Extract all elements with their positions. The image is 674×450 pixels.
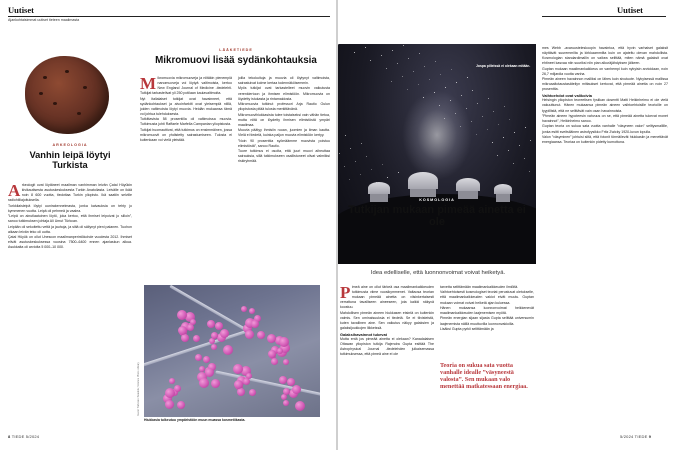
- pull-quote: Teoria on sukua sata vuotta vanhalle idealle ”väsyneestä valosta”. Sen mukaan valo menettää matkatessaan energiaa.: [440, 362, 528, 390]
- paragraph: Muovia päätyy ihmisiin ruoan, juomien ja ilman kautta. Vielä ei tiedetä, kuinka paljon muovia elimistöön kertyy.: [238, 128, 330, 138]
- microplastic-photo-caption: Hiukkasia tulkeutuu ympäristöön muun muassa kosmetiikasta.: [144, 418, 246, 422]
- bacteria-cell: [237, 388, 245, 396]
- bacteria-cell: [223, 345, 233, 355]
- star: [451, 69, 452, 70]
- paragraph: Tutkijat huomauttivat, että tutkimus on ensimmäinen, jossa mikromuovit on yhdistetty sairastumiseen. Tulosta ei kuitenkaan voi vielä yleistää.: [140, 127, 232, 142]
- star: [419, 53, 420, 54]
- bacteria-cell: [241, 306, 247, 312]
- page-number-right: 9: [648, 434, 652, 439]
- bacteria-cell: [187, 324, 194, 331]
- bacteria-cell: [174, 385, 181, 392]
- bacteria-cell: [165, 400, 174, 409]
- paragraph: Lisäksi Gupta pyrkii selittämään ja: [440, 326, 494, 331]
- bacteria-cell: [271, 358, 278, 365]
- left-page: [0, 0, 336, 450]
- paragraph: Pimeän energian sijaan sijasta Gupta selittää universumin laajenemista näillä muuttuvilla luonnonvakioilla.: [440, 316, 534, 326]
- folio-right: [620, 434, 651, 439]
- star: [423, 97, 424, 98]
- paragraph: Tutkittavista 58 prosentilla oli valtimoissa muovia. Tutkimusta johti Raffaele Marfella Campanian yliopistosta.: [140, 117, 232, 127]
- bacteria-cell: [277, 348, 283, 354]
- bacteria-cell: [211, 379, 220, 388]
- paragraph: ”Leipä on ainutlaatuinen löytö, joka kertoo, että ihmiset leipoivat jo silloin”, sanoo tutkimuksen johtaja Ali Umut Türkcan.: [8, 214, 132, 224]
- star: [338, 44, 339, 45]
- star: [434, 92, 435, 93]
- article2-tag: LÄÄKETIEDE: [219, 48, 253, 52]
- paragraph: tarvetta selittämään maailmankaikkeuden ilmiöitä.: [440, 285, 519, 289]
- bacteria-cell: [249, 389, 256, 396]
- section-title-right: Uutiset: [617, 5, 643, 15]
- observatory-photo: [338, 44, 536, 264]
- observatory-dome: [408, 172, 438, 189]
- bacteria-cell: [207, 320, 215, 328]
- star: [477, 103, 478, 104]
- star: [504, 106, 505, 107]
- bacteria-cell: [195, 354, 202, 361]
- paragraph: joilla tekokuituja ja muovia oli löytynyt valtimoista, sairastuivat kolme kertaa todennäköisemmin.: [238, 76, 330, 86]
- photo-credit: Kuvat: Türkcan / Anadolu; Science Photo Library: [137, 362, 140, 416]
- star: [508, 150, 509, 151]
- cosmology-column-1: [340, 282, 434, 358]
- observatory-dome: [456, 178, 480, 191]
- star: [487, 129, 488, 130]
- paragraph: Nyt italialaiset tutkijat ovat havainneet, että sydänkohtaukset ja aivoinfarktit ovat yleisempiä niillä, joiden valtimoista löytyi muovia. Heidän mukaansa tämä voi johtua tulehduksesta.: [140, 96, 232, 116]
- issue-label-right: 5/2024 TIEDE: [620, 434, 648, 439]
- observatory-dome: [368, 182, 390, 194]
- bacteria-cell: [177, 401, 185, 409]
- cosmology-column-3: [542, 46, 668, 145]
- cosmology-tag: KOSMOLOGIA: [419, 198, 455, 202]
- star: [349, 179, 350, 180]
- section-subtitle: Ajankohtaisimmat uutiset tieteen maailmasta: [8, 18, 80, 22]
- article2-dropcap: M: [140, 73, 157, 93]
- star: [488, 98, 489, 99]
- bacteria-cell: [233, 364, 243, 374]
- star: [344, 166, 345, 167]
- star: [529, 171, 530, 172]
- star: [386, 68, 387, 69]
- star: [365, 47, 366, 48]
- article1-body: [8, 180, 132, 251]
- article2-column-2: [238, 76, 330, 165]
- star: [471, 121, 472, 122]
- bacteria-cell: [295, 401, 305, 411]
- star: [498, 124, 499, 125]
- observatory-photo-caption: Jospa pilleissä ei olekaan mitään.: [476, 64, 531, 68]
- bacteria-cell: [257, 331, 265, 339]
- star: [444, 118, 445, 119]
- cosmology-dropcap: P: [340, 282, 351, 302]
- paragraph: ikromuovia mikromuoveja ja niitäkin pienempiä nanomuoveja voi löytyä valtimoista, kertoo New England Journal of Medicine -tiedelehti. Tutkijat tarkastelivat yli 250 potilaan kaulavaltimoita.: [140, 76, 232, 96]
- paragraph: Tuore tutkimus ei osoita, että juuri muovi aiheuttaa sairauksia, sillä tutkimukseen osallistuneet olivat valmiiksi riskiryhmää.: [238, 149, 330, 164]
- cosmology-headline: Tutkijan mukaan pimeää ainetta ei ole: [348, 204, 526, 228]
- star: [361, 143, 362, 144]
- paragraph: imeä aine on ollut tärkeä osa maailmankaikkeuden tutkimusta viime vuosikymmenet. Valtaosa teorian mukaan pimeää ainetta on viisinkertaisesti verrattuna tavalliseen aineeseen, jota kaikki näkyvä koostuu.: [340, 285, 434, 310]
- bacteria-cell: [268, 350, 276, 358]
- cosmology-deck: Idea edelliselle, että luonnonvoimat voivat heiketyä.: [370, 270, 506, 276]
- bacteria-cell: [178, 326, 187, 335]
- paragraph: Myös tutkijat ovat tarkastelleet muovin vaikutusta verenkiertoon ja ihmisen elimistöön. Mikromuovia on löydetty istukasta ja rintamaidosta.: [238, 86, 330, 101]
- bacteria-cell: [193, 335, 200, 342]
- star: [493, 111, 494, 112]
- paragraph: Mutta entä jos pimeää ainetta ei olekaan? Kanadalaisen Ottawan yliopiston tutkija Rajendra Gupta esittää The Astrophysical Journal -tiedelehden julkaisemassa tutkimuksessa, että pimeä aine ei ole: [340, 337, 434, 357]
- bacteria-cell: [267, 334, 276, 343]
- bread-photo: [25, 56, 109, 134]
- star: [429, 79, 430, 80]
- star: [503, 137, 504, 138]
- paragraph: Helsingin yliopiston teoreetisen fysiikan dosentti Matti Heikinheimo ei ole vielä vakuuttunut. Hänen mukaansa pimeän aineen vaihtoehtoisille teorioille on tyypillistä, että ne selittävät vain osan havainnoista.: [542, 98, 668, 113]
- cosmology-column-2: [440, 285, 534, 332]
- star: [371, 169, 372, 170]
- bacteria-cell: [292, 385, 301, 394]
- bacteria-cell: [283, 359, 289, 365]
- star: [370, 60, 371, 61]
- star: [398, 172, 399, 173]
- star: [439, 105, 440, 106]
- star: [460, 126, 461, 127]
- bacteria-cell: [205, 368, 214, 377]
- cosmology-header: [344, 198, 530, 229]
- observatory-dome: [494, 184, 512, 194]
- star: [413, 71, 414, 72]
- paragraph: Guptan teoria on sukua sata vuotta vanhalle ”väsyneen valon” selitysmallille, jonka esitti sveitsiläinen astrofyysikko Fritz Zwicky 1920-luvun lopulla.: [542, 124, 668, 134]
- article2-headline: Mikromuovi lisää sydänkohtauksia: [155, 55, 317, 67]
- paragraph: Leipään oli sekoitettu vettä ja jauhoja, ja siitä oli säilynyt pieni palanen. Tuohon aikaan leivän teko oli uutta.: [8, 224, 132, 234]
- bacteria-cell: [279, 337, 289, 347]
- paragraph: Mikromuovihiukkasista tulee toistaiseksi vain vähän tietoa, mutta niitä on löydetty ihmisen elimistöstä ympäri maailmaa.: [238, 112, 330, 127]
- star: [519, 145, 520, 146]
- paragraph: Turkkilaisleipä löytyi uunirakennelmasta, jonka kaivauksia on tehty jo kymmenen vuotta. Leipä oli pehmeä ja vaalea.: [8, 203, 132, 213]
- paragraph: Vaihtoehtoisesti kosmologiset teoriat perustuvat oletukselle, että maailmankaikkeuden vakiot eivät muutu. Guptan mukaan voimat voivat heiketä ajan kuluessa.: [440, 290, 534, 305]
- star: [387, 177, 388, 178]
- star: [397, 63, 398, 64]
- star: [525, 127, 526, 128]
- paragraph: Guptan mukaan maailmankaikkeus on vanhempi kuin nykyisin arvioidaan, noin 26,7 miljardia vuotta vanha.: [542, 66, 668, 76]
- paragraph: Mahdollisen pimeän aineen hiukkasen etsintä on kuitenkin valmis. Sen ominaisuuksia ei tiedetä. Se ei tiivisteistä, kuten tavallinen aine. Sen vaikutus näkyy galaksien ja galaksijoukkojen liikkeissä.: [340, 310, 434, 330]
- article2-column-1: [140, 73, 232, 143]
- star: [407, 89, 408, 90]
- star: [472, 90, 473, 91]
- star: [455, 113, 456, 114]
- article1-header: [12, 143, 128, 170]
- star: [461, 95, 462, 96]
- bacteria-cell: [211, 344, 217, 350]
- article1-tag: ARKEOLOGIA: [52, 143, 88, 147]
- paragraph: Pimeän aineen havainnon malliksi on lähes kuin sivutuote. Nykyisessä mallissa mikroaaltotaustasäteilyn mittaukset kertovat, että pimeää ainetta on noin 27 prosenttia.: [542, 77, 668, 92]
- article1-headline: Vanhin leipä löytyi Turkista: [29, 150, 111, 171]
- paragraph: mes Webb -avaruusteleskoopin havaintoa, että hyvin varhaiset galaksit näyttävät suuremmilta ja kirkkaammilta kuin on ajateltu olevan mahdollista. Kosmologian standardimallin on vaikea selittää, miten nämä galaksit ovat ehtineet kasvaa niin suuriksi niin pian alkuräjähdyksen jälkeen.: [542, 46, 668, 66]
- bacteria-cell: [245, 330, 254, 339]
- star: [403, 45, 404, 46]
- star: [513, 163, 514, 164]
- subheading: Galaksihavainnot tukevat: [340, 332, 387, 338]
- bacteria-cell: [243, 378, 250, 385]
- subheading: Vaihtoehdot ovat valikoivia: [542, 93, 592, 99]
- bacteria-cell: [199, 378, 209, 388]
- bacteria-cell: [249, 308, 255, 314]
- article2-header: [140, 48, 332, 67]
- folio-left: [8, 434, 39, 439]
- paragraph: Valon ”väsyminen” johtuisi siitä, että fotonit törmäilevät hiukkasiin ja menettävät energiaansa. Teoriaa on kuitenkin pidetty kumottuna.: [542, 134, 668, 144]
- star: [424, 66, 425, 67]
- article1-dropcap: A: [8, 180, 21, 200]
- star: [530, 140, 531, 141]
- star: [435, 61, 436, 62]
- issue-label-left: TIEDE 5/2024: [11, 434, 40, 439]
- bacteria-cell: [279, 376, 287, 384]
- star: [466, 108, 467, 109]
- paragraph: Çatal Hüyük on ollut Unescon maailmanperintökohde vuodesta 2012. Ihmiset elivät asutuskeskuksessa vuosina 7500–6400 ennen ajanlaskun alkua. Asukkaita oli arviolta 5 000–10 000.: [8, 235, 132, 250]
- paragraph: rkeologit ovat löytäneet maailman vanhimman leivän Çatal Hüyükin kivikautisesta asutuskeskuksesta Turkin Anatoliasta. Leivälle on ikää noin 8 600 vuotta, tiedottaa Turkin yliopisto. Ikä saatiin selville radiohiiliajoituksella.: [8, 183, 132, 203]
- star: [382, 164, 383, 165]
- star: [339, 153, 340, 154]
- paragraph: ”Pimeän aineen hypoteesin vahvuus on se, että pimeää ainetta tukevat monet havainnot”, Heikinheimo sanoo.: [542, 113, 668, 124]
- star: [381, 55, 382, 56]
- bacteria-cell: [283, 400, 289, 406]
- bacteria-cell: [251, 320, 259, 328]
- star: [408, 58, 409, 59]
- star: [509, 119, 510, 120]
- star: [482, 116, 483, 117]
- star: [345, 135, 346, 136]
- paragraph: Mikromuovia tutkinut professori Arja Rautio Oulun yliopistosta pitää tulosta merkittävänä.: [238, 102, 330, 112]
- star: [445, 87, 446, 88]
- observatory-building: [410, 189, 436, 197]
- star: [391, 81, 392, 82]
- bacteria-cell: [203, 356, 210, 363]
- paragraph: Hänen mukaansa luonnonvoimat heikkenevät maailmankaikkeuden laajenemisen myötä.: [440, 305, 534, 316]
- star: [497, 155, 498, 156]
- section-rule-right: [542, 16, 666, 17]
- star: [360, 174, 361, 175]
- page-number-left: 8: [8, 434, 11, 439]
- star: [392, 50, 393, 51]
- bacteria-cell: [177, 310, 187, 320]
- star: [476, 134, 477, 135]
- bacteria-cell: [181, 334, 189, 342]
- microplastic-photo: [144, 285, 320, 417]
- star: [524, 158, 525, 159]
- paragraph: ”Noin 90 prosenttia syömäämme muovista poistuu elimistöstä”, sanoo Rautio.: [238, 138, 330, 148]
- star: [456, 82, 457, 83]
- star: [402, 76, 403, 77]
- bacteria-cell: [234, 380, 243, 389]
- star: [366, 156, 367, 157]
- star: [450, 100, 451, 101]
- section-title: Uutiset: [8, 5, 34, 15]
- star: [350, 148, 351, 149]
- star: [355, 161, 356, 162]
- star: [492, 142, 493, 143]
- star: [354, 52, 355, 53]
- bacteria-cell: [169, 378, 175, 384]
- star: [418, 84, 419, 85]
- star: [514, 132, 515, 133]
- star: [467, 77, 468, 78]
- star: [440, 74, 441, 75]
- section-rule: [8, 16, 330, 17]
